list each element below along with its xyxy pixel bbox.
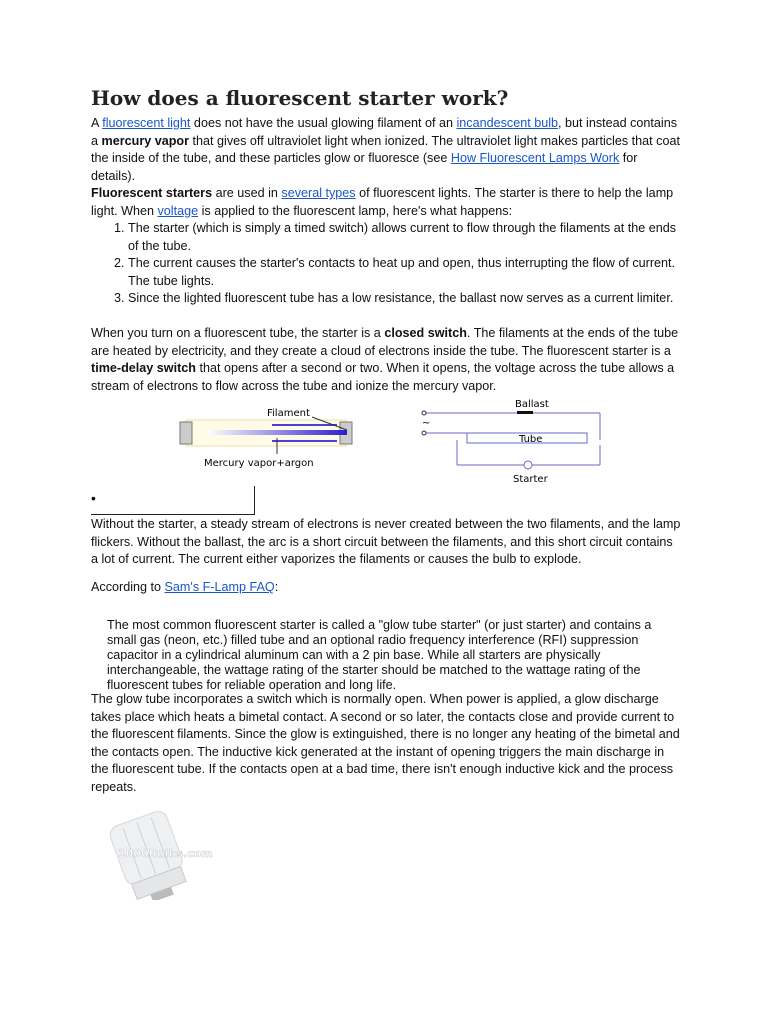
glow-tube-paragraph: The glow tube incorporates a switch which is normally open. When power is applied, a glow discharge takes place which heats a bimetal contact. A second or so later, the contacts close and provide current to the fluorescent filaments. Since the glow is extinguished, there is no longer any heating of the bimetal and the contacts open. The inductive kick generated at the instant of opening triggers the main discharge in the fluorescent tube. If the contacts open at a bad time, there isn't enough inductive kick and the process repeats. [91,692,680,794]
text: is applied to the fluorescent lamp, here's what happens: [198,203,513,218]
tube-label: Tube [519,434,543,445]
vapor-label: Mercury vapor+argon [204,458,314,469]
list-item: 3. Since the lighted fluorescent tube has a low resistance, the ballast now serves as a current limiter. [128,290,683,308]
text: does not have the usual glowing filament of an [190,116,457,130]
electron-stream [207,430,347,435]
text: for details). [91,151,638,183]
photo-watermark: 1000Bulbs.com [118,847,213,860]
bold-text: closed switch [384,326,467,340]
link-several-types[interactable]: several types [281,186,356,200]
link-incandescent-bulb[interactable]: incandescent bulb [456,116,559,130]
ac-symbol: ~ [422,418,431,429]
bullet: • [91,490,96,506]
text: : [274,580,279,594]
faq-quote: The most common fluorescent starter is called a "glow tube starter" (or just starter) and contains a small gas (neon, etc.) filled tube and an optional radio frequency interference (RFI) suppression capacitor in a cylindrical aluminum can with a 2 pin base. While all starters are physically interchangeable, the wattage rating of the starter should be matched to the wattage rating of the fluorescent tubes for reliable operation and long life. [107,617,652,692]
text: that gives off ultraviolet light when ionized. The ultraviolet light makes particles that coat the inside of the tube, and these particles glow or fluoresce (see [91,133,680,165]
starters-paragraph [91,185,683,220]
list-item: 2. The current causes the starter's contacts to heat up and open, thus interrupting the flow of current. The tube lights. [128,255,683,290]
text: that opens after a second or two. When it opens, the voltage across the tube allows a stream of electrons to flow across the tube and ionize the mercury vapor. [91,361,675,393]
text: When you turn on a fluorescent tube, the starter is a [91,326,385,340]
text: are used in [212,186,282,200]
bold-text: Fluorescent starters [91,186,213,200]
text: . The filaments at the ends of the tube are heated by electricity, and they create a cloud of electrons inside the tube. The fluorescent starter is a [91,326,679,358]
steps-list [91,220,683,308]
intro-paragraph [91,115,683,185]
tube-diagram [172,400,362,475]
link-sams-flamp-faq[interactable]: Sam's F-Lamp FAQ [164,580,275,594]
starter-label: Starter [513,474,548,485]
end-cap-left [180,422,192,444]
bold-text: time-delay switch [91,361,196,375]
without-starter-paragraph: Without the starter, a steady stream of electrons is never created between the two filaments, and the lamp flickers. Without the ballast, the arc is a short circuit between the filaments, and this short circuit contains a lot of current. The current either vaporizes the filaments or causes the bulb to explode. [91,517,681,566]
text: A [91,116,103,130]
closed-switch-paragraph [91,325,683,395]
steps-list-wrapper [91,220,683,308]
text: of fluorescent lights. The starter is there to help the lamp light. When [91,186,674,218]
text: According to [91,580,165,594]
link-fluorescent-light[interactable]: fluorescent light [102,116,191,130]
circuit-diagram [412,395,607,490]
list-item: 1. The starter (which is simply a timed switch) allows current to flow through the filaments at the ends of the tube. [128,220,683,255]
filament-label: Filament [267,408,310,419]
according-paragraph [91,579,683,597]
ballast-symbol [517,411,533,414]
empty-bullet-box [91,486,255,515]
ballast-label: Ballast [515,399,549,410]
link-voltage[interactable]: voltage [157,203,199,218]
page-title: How does a fluorescent starter work? [91,86,509,110]
link-how-fluorescent-lamps-work[interactable]: How Fluorescent Lamps Work [450,151,620,165]
cfl-bulb-photo [88,805,218,900]
bold-text: mercury vapor [101,133,190,148]
text: , but instead contains a [91,116,678,148]
